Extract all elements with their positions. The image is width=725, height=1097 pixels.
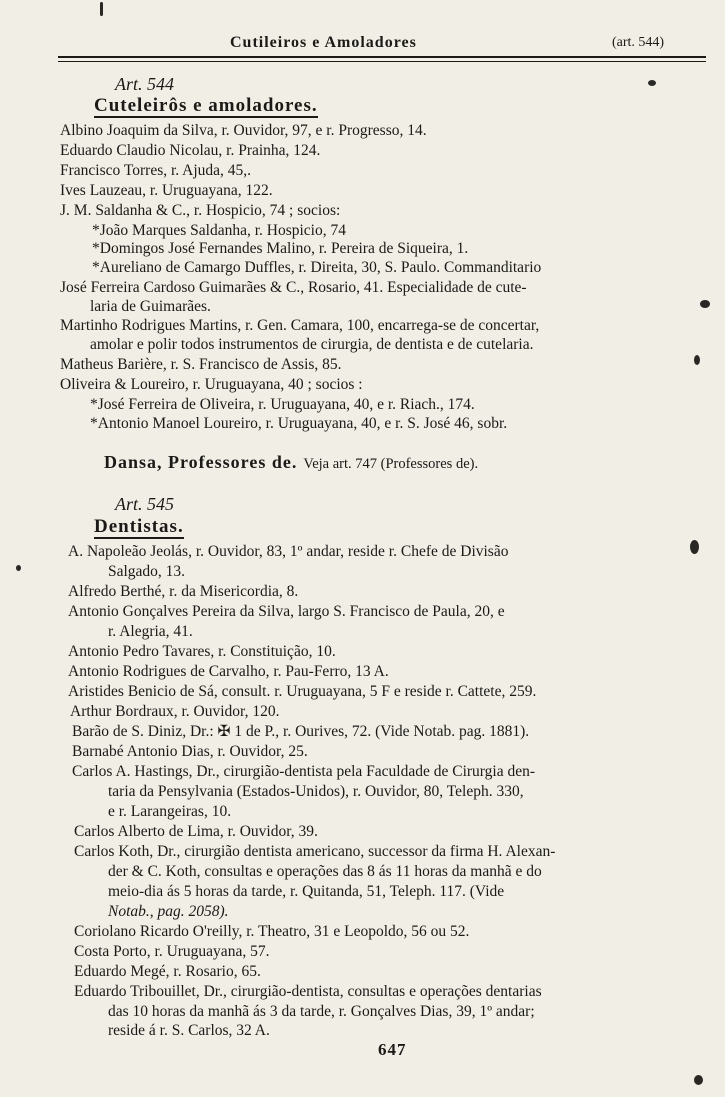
ink-speck (100, 2, 103, 16)
entry-line: *Antonio Manoel Loureiro, r. Uruguayana, 40, e r. S. José 46, sobr. (90, 415, 508, 432)
entry-line: Carlos A. Hastings, Dr., cirurgião-dentista pela Faculdade de Cirurgia den- (72, 763, 536, 780)
entry-line: reside á r. S. Carlos, 32 A. (108, 1022, 270, 1039)
entry-line: laria de Guimarães. (90, 298, 211, 315)
entry-line: r. Alegria, 41. (108, 623, 193, 640)
entry-line: Coriolano Ricardo O'reilly, r. Theatro, 31 e Leopoldo, 56 ou 52. (74, 923, 470, 940)
entry-line: e r. Larangeiras, 10. (108, 803, 232, 820)
article-544-label: Art. 544 (115, 74, 175, 94)
ink-speck (690, 540, 699, 554)
entry-line: Aristides Benicio de Sá, consult. r. Uruguayana, 5 F e reside r. Cattete, 259. (68, 683, 537, 700)
running-head-article-ref: (art. 544) (612, 35, 665, 50)
entry-line: Barão de S. Diniz, Dr.: ✠ 1 de P., r. Ourives, 72. (Vide Notab. pag. 1881). (72, 723, 530, 740)
entry-line: Albino Joaquim da Silva, r. Ouvidor, 97, e r. Progresso, 14. (60, 122, 427, 139)
entry-line: A. Napoleão Jeolás, r. Ouvidor, 83, 1º andar, reside r. Chefe de Divisão (68, 543, 509, 560)
entry-line: Eduardo Claudio Nicolau, r. Prainha, 124. (60, 142, 321, 159)
article-545-label: Art. 545 (115, 494, 175, 514)
entry-line: Arthur Bordraux, r. Ouvidor, 120. (70, 703, 280, 720)
entry-line: Carlos Koth, Dr., cirurgião dentista americano, successor da firma H. Alexan- (74, 843, 556, 860)
entry-line: J. M. Saldanha & C., r. Hospicio, 74 ; socios: (60, 202, 341, 219)
entry-line: José Ferreira Cardoso Guimarães & C., Rosario, 41. Especialidade de cute- (60, 279, 527, 296)
page-number: 647 (378, 1040, 407, 1059)
entry-line: Antonio Pedro Tavares, r. Constituição, 10. (68, 643, 336, 660)
entry-line: Carlos Alberto de Lima, r. Ouvidor, 39. (74, 823, 318, 840)
entry-line: Antonio Gonçalves Pereira da Silva, largo S. Francisco de Paula, 20, e (68, 603, 505, 620)
entry-line: Matheus Barière, r. S. Francisco de Assis, 85. (60, 356, 342, 373)
entry-line: Oliveira & Loureiro, r. Uruguayana, 40 ; socios : (60, 376, 363, 393)
entry-line: Eduardo Megé, r. Rosario, 65. (74, 963, 261, 980)
entry-line: Ives Lauzeau, r. Uruguayana, 122. (60, 182, 273, 199)
entry-line: Francisco Torres, r. Ajuda, 45,. (60, 162, 252, 179)
entry-line: Antonio Rodrigues de Carvalho, r. Pau-Ferro, 13 A. (68, 663, 389, 680)
running-head-title: Cutileiros e Amoladores (230, 34, 417, 51)
entry-line: amolar e polir todos instrumentos de cirurgia, de dentista e de cutelaria. (90, 336, 534, 353)
article-544-heading: Cuteleirôs e amoladores. (94, 95, 318, 116)
ink-speck (694, 355, 700, 365)
header-rule-thick (58, 56, 706, 58)
entry-line: *Domingos José Fernandes Malino, r. Pereira de Siqueira, 1. (92, 240, 469, 257)
ink-speck (648, 80, 656, 86)
dansa-cross-reference (104, 452, 478, 473)
entry-line: meio-dia ás 5 horas da tarde, r. Quitanda, 51, Teleph. 117. (Vide (108, 883, 505, 900)
entry-line: der & C. Koth, consultas e operações das 8 ás 11 horas da manhã e do (108, 863, 542, 880)
dansa-heading: Dansa, Professores de. (104, 452, 298, 472)
entry-line: *Aureliano de Camargo Duffles, r. Direita, 30, S. Paulo. Commanditario (92, 259, 542, 276)
entry-line: *João Marques Saldanha, r. Hospicio, 74 (92, 222, 346, 239)
entry-line: Alfredo Berthé, r. da Misericordia, 8. (68, 583, 299, 600)
ink-speck (694, 1075, 703, 1085)
entry-line: taria da Pensylvania (Estados-Unidos), r. Ouvidor, 80, Teleph. 330, (108, 783, 524, 800)
entry-line: Notab., pag. 2058). (108, 903, 229, 920)
entry-line: Eduardo Tribouillet, Dr., cirurgião-dentista, consultas e operações dentarias (74, 983, 542, 1000)
dansa-see-also: Veja art. 747 (Professores de). (303, 456, 479, 472)
ink-speck (16, 565, 21, 571)
ink-speck (700, 300, 710, 308)
entry-line: *José Ferreira de Oliveira, r. Uruguayana, 40, e r. Riach., 174. (90, 396, 475, 413)
entry-line: das 10 horas da manhã ás 3 da tarde, r. Gonçalves Dias, 39, 1º andar; (108, 1003, 535, 1020)
entry-line: Martinho Rodrigues Martins, r. Gen. Camara, 100, encarrega-se de concertar, (60, 317, 540, 334)
entry-line: Barnabé Antonio Dias, r. Ouvidor, 25. (72, 743, 308, 760)
entry-line: Costa Porto, r. Uruguayana, 57. (74, 943, 270, 960)
article-545-heading: Dentistas. (94, 516, 184, 537)
entry-line: Salgado, 13. (108, 563, 186, 580)
header-rule-thin (58, 61, 706, 62)
